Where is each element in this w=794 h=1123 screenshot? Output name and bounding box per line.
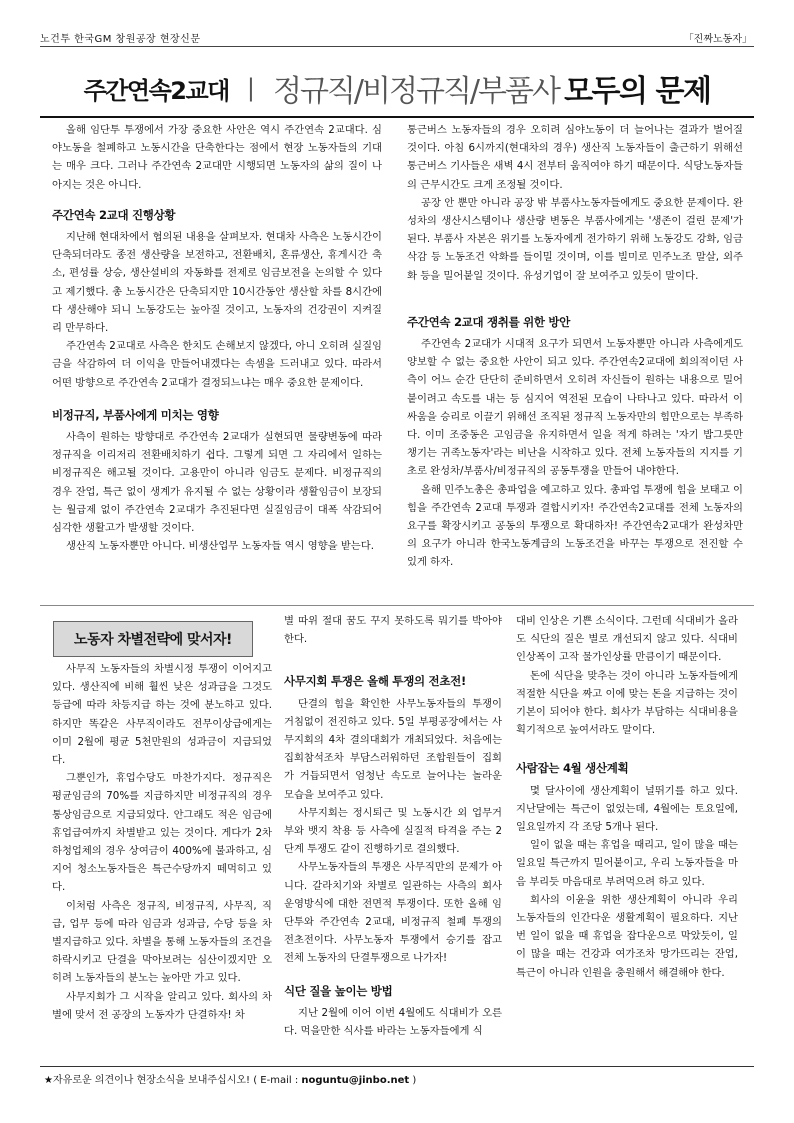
article-paragraph: 생산직 노동자뿐만 아니다. 비생산업무 노동자들 역시 영향을 받는다. <box>66 540 374 553</box>
article-paragraph: 단결의 힘을 확인한 사무노동자들의 투쟁이 거침없이 전진하고 있다. 5일 부평공장에서는 사무지회의 4차 결의대회가 개최되었다. 처음에는 집회참석조차 부담스러워하던 조합원들이 집회가 거듭되면서 엄청난 속도로 늘어나는 놀라운 모습을 보여주고 있다. <box>284 697 502 801</box>
article-paragraph: 그뿐인가, 휴업수당도 마찬가지다. 정규직은 평균임금의 70%를 지급하지만 비정규직의 경우 통상임금으로 지급되었다. 안그래도 적은 임금에 휴업급여까지 차별받고 있는 것이다. 게다가 2차 하청업체의 경우 상여금이 400%에 불과하고, 심지어 청소노동자들은 특근수당까지 떼먹히고 있다. <box>52 772 272 894</box>
article-paragraph: 지난 2월에 이어 이번 4월에도 식대비가 오른다. 먹을만한 식사를 바라는 노동자들에게 식 <box>284 1006 502 1038</box>
article-paragraph: 지난해 현대차에서 협의된 내용을 살펴보자. 현대차 사측은 노동시간이 단축되더라도 종전 생산량을 보전하고, 전환배치, 혼류생산, 휴게시간 축소, 편성률 상승, 생산설비의 자동화를 전제로 임금보전을 논의할 수 있다고 제기했다. 총 노동시간은 단축되지만 10시간동안 생산할 차를 8시간에 다 생산해야 되니 노동강도는 높아질 것이고, 노동자의 건강권이 지켜질 리 만무하다. <box>52 231 382 335</box>
title-part-2: 정규직/비정규직/부품사 <box>272 74 559 109</box>
article-paragraph: 올해 민주노총은 총파업을 예고하고 있다. 총파업 투쟁에 힘을 보태고 이 힘을 주간연속 2교대 투쟁과 결합시키자! 주간연속2교대를 전체 노동자의 요구를 확장시키고 공동의 투쟁으로 확대하자! 주간연속2교대가 완성차만의 요구가 아니라 한국노동계급의 노동조건을 바꾸는 투쟁으로 전진할 수 있게 하자. <box>407 483 743 569</box>
article-paragraph: 공장 안 뿐만 아니라 공장 밖 부품사노동자들에게도 중요한 문제이다. 완성차의 생산시스템이나 생산량 변동은 부품사에게는 '생존이 걸린 문제'가 된다. 부품사 자본은 위기를 노동자에게 전가하기 위해 노동강도 강화, 임금삭감 등 노동조건 악화를 들이밀 것이며, 이를 빌미로 민주노조 말살, 외주화 등을 밀어붙일 것이다. 유성기업이 잘 보여주고 있듯이 말이다. <box>407 196 743 282</box>
newspaper-masthead: 노건투 한국GM 창원공장 현장신문 <box>40 34 201 45</box>
article-paragraph: 주간연속 2교대로 사측은 한치도 손해보지 않겠다, 아니 오히려 실질임금을 삭감하여 더 이익을 만들어내겠다는 속셈을 드러내고 있다. 따라서 어떤 방향으로 주간연속 2교대가 결정되느냐는 매우 중요한 문제이다. <box>52 340 382 389</box>
bottom-section-title: 노동자 차별전략에 맞서자! <box>53 621 253 657</box>
article-paragraph: 회사의 이윤을 위한 생산계획이 아니라 우리 노동자들의 인간다운 생활계획이 필요하다. 지난번 일이 없을 때 휴업을 잡다운으로 막았듯이, 일이 많을 때는 건강과 여가조차 망가뜨리는 잔업, 특근이 아니라 인원을 충원해서 해결해야 한다. <box>516 893 738 979</box>
bottom-column-3 <box>516 612 738 1067</box>
bottom-column-2 <box>284 612 502 1067</box>
footer-divider <box>40 1066 754 1067</box>
title-separator: | <box>246 74 255 102</box>
article-paragraph: 사무지회는 정시퇴근 및 노동시간 외 업무거부와 뱃지 착용 등 사측에 실질적 타격을 주는 2단계 투쟁도 같이 진행하기로 결의했다. <box>284 806 502 856</box>
section-heading-office-union: 사무지회 투쟁은 올해 투쟁의 전초전! <box>284 674 466 689</box>
section-heading-strategy: 주간연속 2교대 쟁취를 위한 방안 <box>407 314 571 329</box>
newspaper-name: 「진짜노동자」 <box>683 34 752 45</box>
article-column-right <box>407 121 743 601</box>
footer-text: ★자유로운 의견이나 현장소식을 보내주십시오! ( E-mail : <box>44 1075 299 1086</box>
page-title <box>60 60 734 116</box>
article-paragraph: 사무지회가 그 시작을 알리고 있다. 회사의 차별에 맞서 전 공장의 노동자가 단결하자! 차 <box>52 990 272 1021</box>
header-divider <box>40 46 754 47</box>
footer-close: ) <box>412 1075 417 1086</box>
bottom-column-1 <box>52 660 272 1058</box>
section-heading-production-plan: 사람잡는 4월 생산계획 <box>516 761 629 776</box>
article-paragraph: 주간연속 2교대가 시대적 요구가 되면서 노동자뿐만 아니라 사측에게도 양보할 수 없는 중요한 사안이 되고 있다. 주간연속2교대에 회의적이던 사측이 어느 순간 단단히 준비하면서 오히려 자신들이 원하는 내용으로 밀어붙이려고 속도를 내는 등 심지어 역전된 모습이 나타나고 있다. 따라서 이 싸움을 승리로 이끌기 위해선 조직된 정규직 노동자만의 힘만으로는 부족하다. 이미 조중동은 고임금을 유지하면서 일을 적게 하려는 '자기 밥그릇만 챙기는 귀족노동자'라는 비난을 시작하고 있다. 전체 노동자들의 지지를 기초로 완성차/부품사/비정규직의 공동투쟁을 만들어 내야한다. <box>407 338 743 478</box>
title-divider <box>40 116 754 118</box>
footer-email-link[interactable]: noguntu@jinbo.net <box>301 1075 410 1086</box>
title-part-1: 주간연속2교대 <box>83 76 229 105</box>
article-column-left <box>52 121 382 581</box>
article-paragraph: 대비 인상은 기쁜 소식이다. 그런데 식대비가 올라도 식단의 질은 별로 개선되지 않고 있다. 식대비 인상폭이 고작 물가인상률 만큼이기 때문이다. <box>516 615 738 664</box>
article-paragraph: 사무직 노동자들의 차별시정 투쟁이 이어지고 있다. 생산직에 비해 훨씬 낮은 성과급을 그것도 등급에 따라 차등지급 하는 것에 분노하고 있다. 하지만 똑같은 사무직이라도 전무이상급에게는 이미 2월에 평균 5천만원의 성과금이 지급되었다. <box>52 663 272 767</box>
article-intro: 올해 임단투 투쟁에서 가장 중요한 사안은 역시 주간연속 2교대다. 심야노동을 철폐하고 노동시간을 단축한다는 점에서 현장 노동자들의 기대는 매우 크다. 그러나 주간연속 2교대만 시행되면 노동자의 삶의 질이 나아지는 것은 아니다. <box>52 124 382 191</box>
title-headline <box>273 66 710 110</box>
article-paragraph: 일이 없을 때는 휴업을 때리고, 일이 많을 때는 일요일 특근까지 밀어붙이고, 우리 노동자들을 마음 부리듯 마음대로 부려먹으려 하고 있다. <box>516 839 738 888</box>
section-heading-meals: 식단 질을 높이는 방법 <box>284 983 393 998</box>
section-heading-impact: 비정규직, 부품사에게 미치는 영향 <box>52 407 219 422</box>
section-divider <box>40 605 754 606</box>
section-heading-progress: 주간연속 2교대 진행상황 <box>52 207 176 222</box>
article-paragraph: 사측이 원하는 방향대로 주간연속 2교대가 실현되면 물량변동에 따라 정규직을 이리저리 전환배치하기 쉽다. 그렇게 되면 그 자리에서 일하는 비정규직은 해고될 것이다. 고용만이 아니라 임금도 문제다. 비정규직의 경우 잔업, 특근 없이 생계가 유지될 수 없는 상황이라 생활임금이 보장되는 월급제 없이 주간연속 2교대가 추진된다면 실질임금이 대폭 삭감되어 심각한 생활고가 발생할 것이다. <box>52 431 382 535</box>
footer-contact <box>44 1071 416 1086</box>
article-paragraph: 몇 달사이에 생산계획이 널뛰기를 하고 있다. 지난달에는 특근이 없었는데, 4월에는 토요일에, 일요일까지 각 조당 5개나 된다. <box>516 784 738 834</box>
article-paragraph: 통근버스 노동자들의 경우 오히려 심야노동이 더 늘어나는 결과가 벌어질 것이다. 아침 6시까지(현대차의 경우) 생산직 노동자들이 출근하기 위해선 통근버스 기사들은 새벽 4시 전부터 움직여야 하기 때문이다. 식당노동자들의 근무시간도 크게 조정될 것이다. <box>407 124 743 191</box>
article-paragraph: 돈에 식단을 맞추는 것이 아니라 노동자들에게 적절한 식단을 짜고 이에 맞는 돈을 지급하는 것이 기본이 되어야 한다. 회사가 부담하는 식대비용을 획기적으로 높여서라도 말이다. <box>516 669 738 737</box>
article-paragraph: 이처럼 사측은 정규직, 비정규직, 사무직, 직급, 업무 등에 따라 임금과 성과급, 수당 등을 차별지급하고 있다. 차별을 통해 노동자들의 조건을 하락시키고 단결을 막아보려는 심산이겠지만 오히려 노동자들의 분노는 높아만 가고 있다. <box>52 899 272 985</box>
article-paragraph: 별 따위 절대 꿈도 꾸지 못하도록 뭐기를 박아야 한다. <box>284 615 502 646</box>
title-part-3: 모두의 문제 <box>564 74 711 109</box>
article-paragraph: 사무노동자들의 투쟁은 사무직만의 문제가 아니다. 갈라치기와 차별로 일관하는 사측의 회사운영방식에 대한 전면적 투쟁이다. 또한 올해 임단투와 주간연속 2교대, 비정규직 철폐 투쟁의 전초전이다. 사무노동자 투쟁에서 승기를 잡고 전체 노동자의 단결투쟁으로 나가자! <box>284 861 502 965</box>
